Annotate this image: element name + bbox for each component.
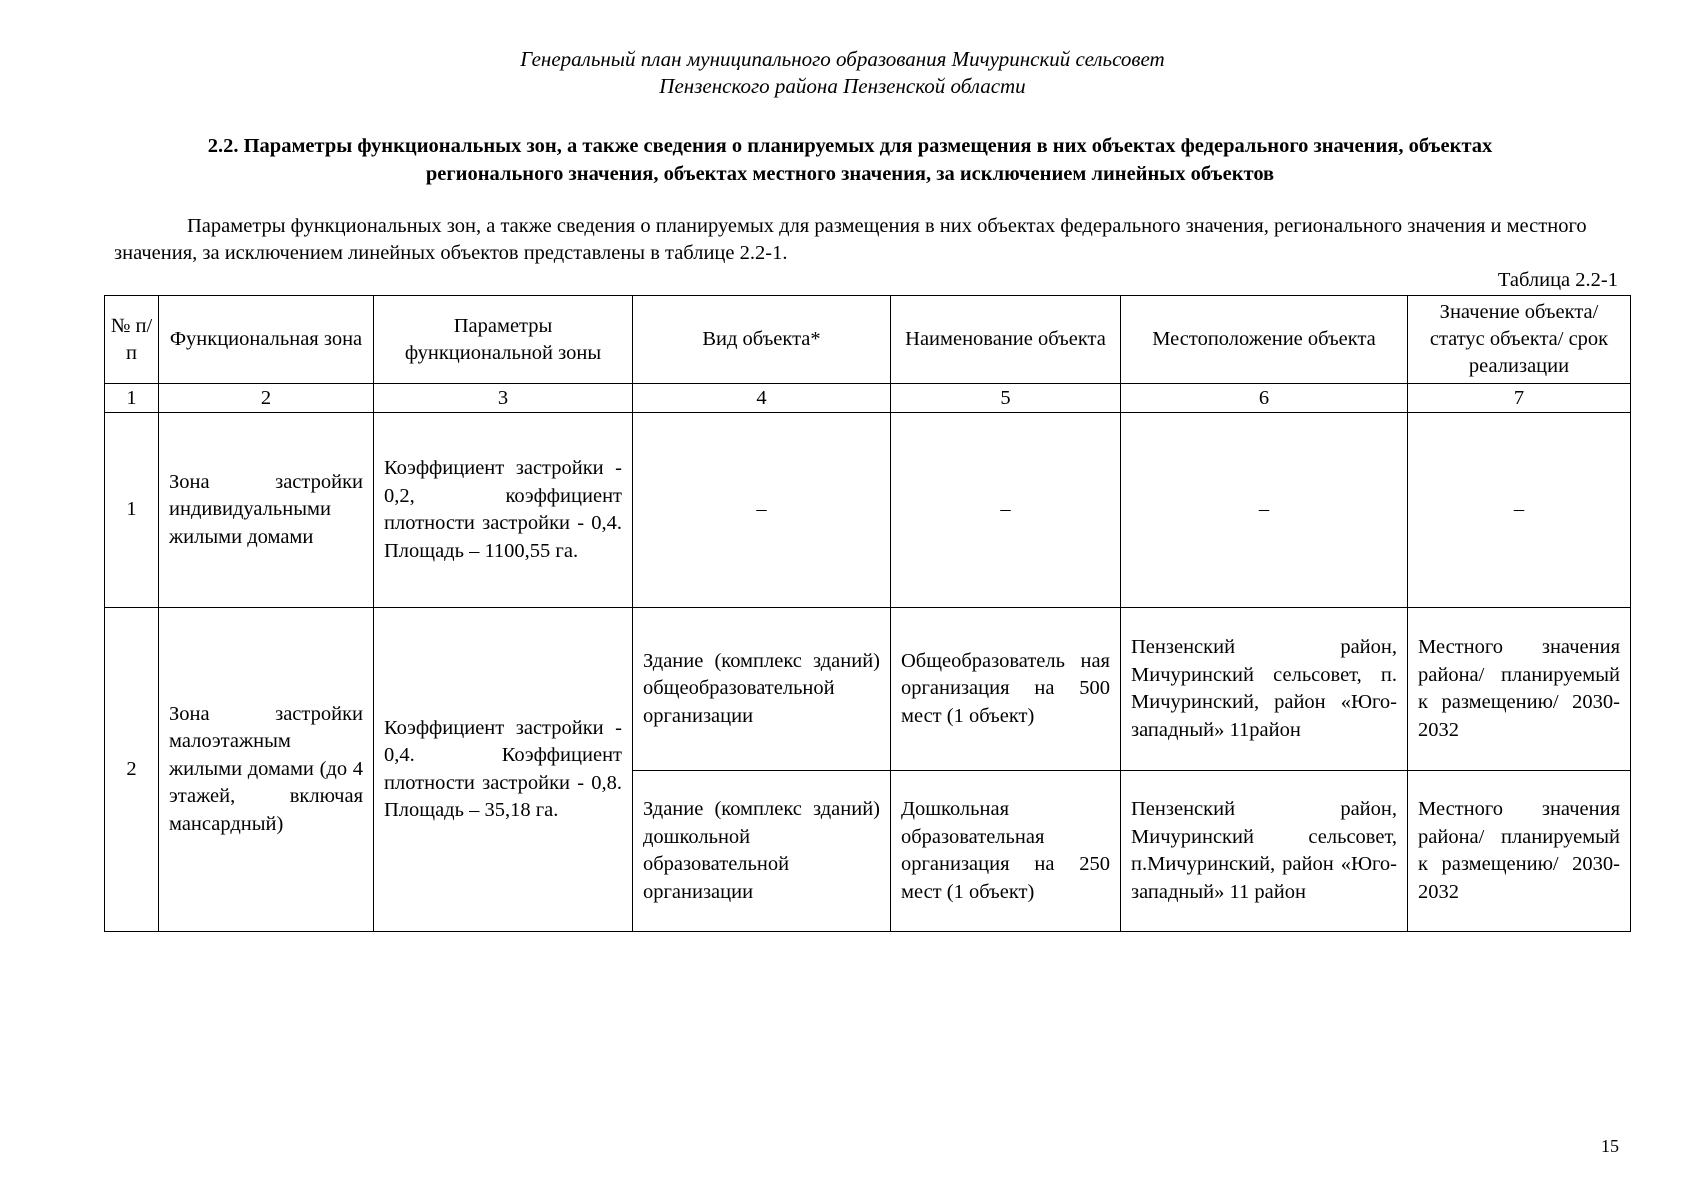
functional-zones-table — [104, 295, 1631, 932]
header-object-status: Значение объекта/ статус объекта/ срок реализации — [1408, 296, 1631, 384]
params-cell: Коэффициент застройки - 0,2, коэффициент плотности застройки - 0,4. Площадь – 1100,55 га. — [374, 413, 633, 608]
table-header-row — [105, 296, 1631, 384]
running-header — [0, 46, 1691, 100]
section-title: 2.2. Параметры функциональных зон, а также сведения о планируемых для размещения в них объектах федерального значения, объектах регионального значения, объектах местного значения, за исключением линейных объектов — [207, 135, 1493, 185]
header-object-name: Наименование объекта — [891, 296, 1121, 384]
column-number: 6 — [1121, 384, 1408, 413]
row-number: 1 — [105, 413, 159, 608]
column-number: 7 — [1408, 384, 1631, 413]
zone-cell: Зона застройки индивидуальными жилыми домами — [159, 413, 374, 608]
column-number: 5 — [891, 384, 1121, 413]
column-number: 2 — [159, 384, 374, 413]
header-number: № п/ п — [105, 296, 159, 384]
object-location-cell: Пензенский район, Мичуринский сельсовет, п.Мичуринский, район «Юго-западный» 11 район — [1121, 771, 1408, 932]
column-number: 1 — [105, 384, 159, 413]
zone-cell: Зона застройки малоэтажным жилыми домами (до 4 этажей, включая мансардный) — [159, 608, 374, 932]
header-zone: Функциональная зона — [159, 296, 374, 384]
object-status-cell: – — [1408, 413, 1631, 608]
page-number: 15 — [1601, 1136, 1619, 1156]
object-name-cell: Дошкольная образовательная организация на 250 мест (1 объект) — [891, 771, 1121, 932]
column-number: 4 — [633, 384, 891, 413]
object-name-cell: Общеобразователь ная организация на 500 мест (1 объект) — [891, 608, 1121, 771]
table-row — [105, 413, 1631, 608]
intro-paragraph: Параметры функциональных зон, а также сведения о планируемых для размещения в них объектах федерального значения, регионального значения и местного значения, за исключением линейных объектов представлены в таблице 2.2-1. — [114, 215, 1587, 264]
object-type-cell: Здание (комплекс зданий) дошкольной образовательной организации — [633, 771, 891, 932]
object-type-cell: Здание (комплекс зданий) общеобразовательной организации — [633, 608, 891, 771]
header-object-location: Местоположение объекта — [1121, 296, 1408, 384]
object-location-cell: – — [1121, 413, 1408, 608]
row-number: 2 — [105, 608, 159, 932]
column-number: 3 — [374, 384, 633, 413]
object-type-cell: – — [633, 413, 891, 608]
header-params: Параметры функциональной зоны — [374, 296, 633, 384]
object-name-cell: – — [891, 413, 1121, 608]
running-header-line-2: Пензенского района Пензенской области — [659, 74, 1026, 98]
column-number-row — [105, 384, 1631, 413]
table-caption: Таблица 2.2-1 — [1497, 269, 1618, 291]
table-row — [105, 608, 1631, 771]
params-cell: Коэффициент застройки - 0,4. Коэффициент плотности застройки - 0,8. Площадь – 35,18 га. — [374, 608, 633, 932]
running-header-line-1: Генеральный план муниципального образования Мичуринский сельсовет — [520, 47, 1165, 71]
object-location-cell: Пензенский район, Мичуринский сельсовет, п. Мичуринский, район «Юго-западный» 11район — [1121, 608, 1408, 771]
object-status-cell: Местного значения района/ планируемый к размещению/ 2030-2032 — [1408, 608, 1631, 771]
object-status-cell: Местного значения района/ планируемый к размещению/ 2030-2032 — [1408, 771, 1631, 932]
header-object-type: Вид объекта* — [633, 296, 891, 384]
